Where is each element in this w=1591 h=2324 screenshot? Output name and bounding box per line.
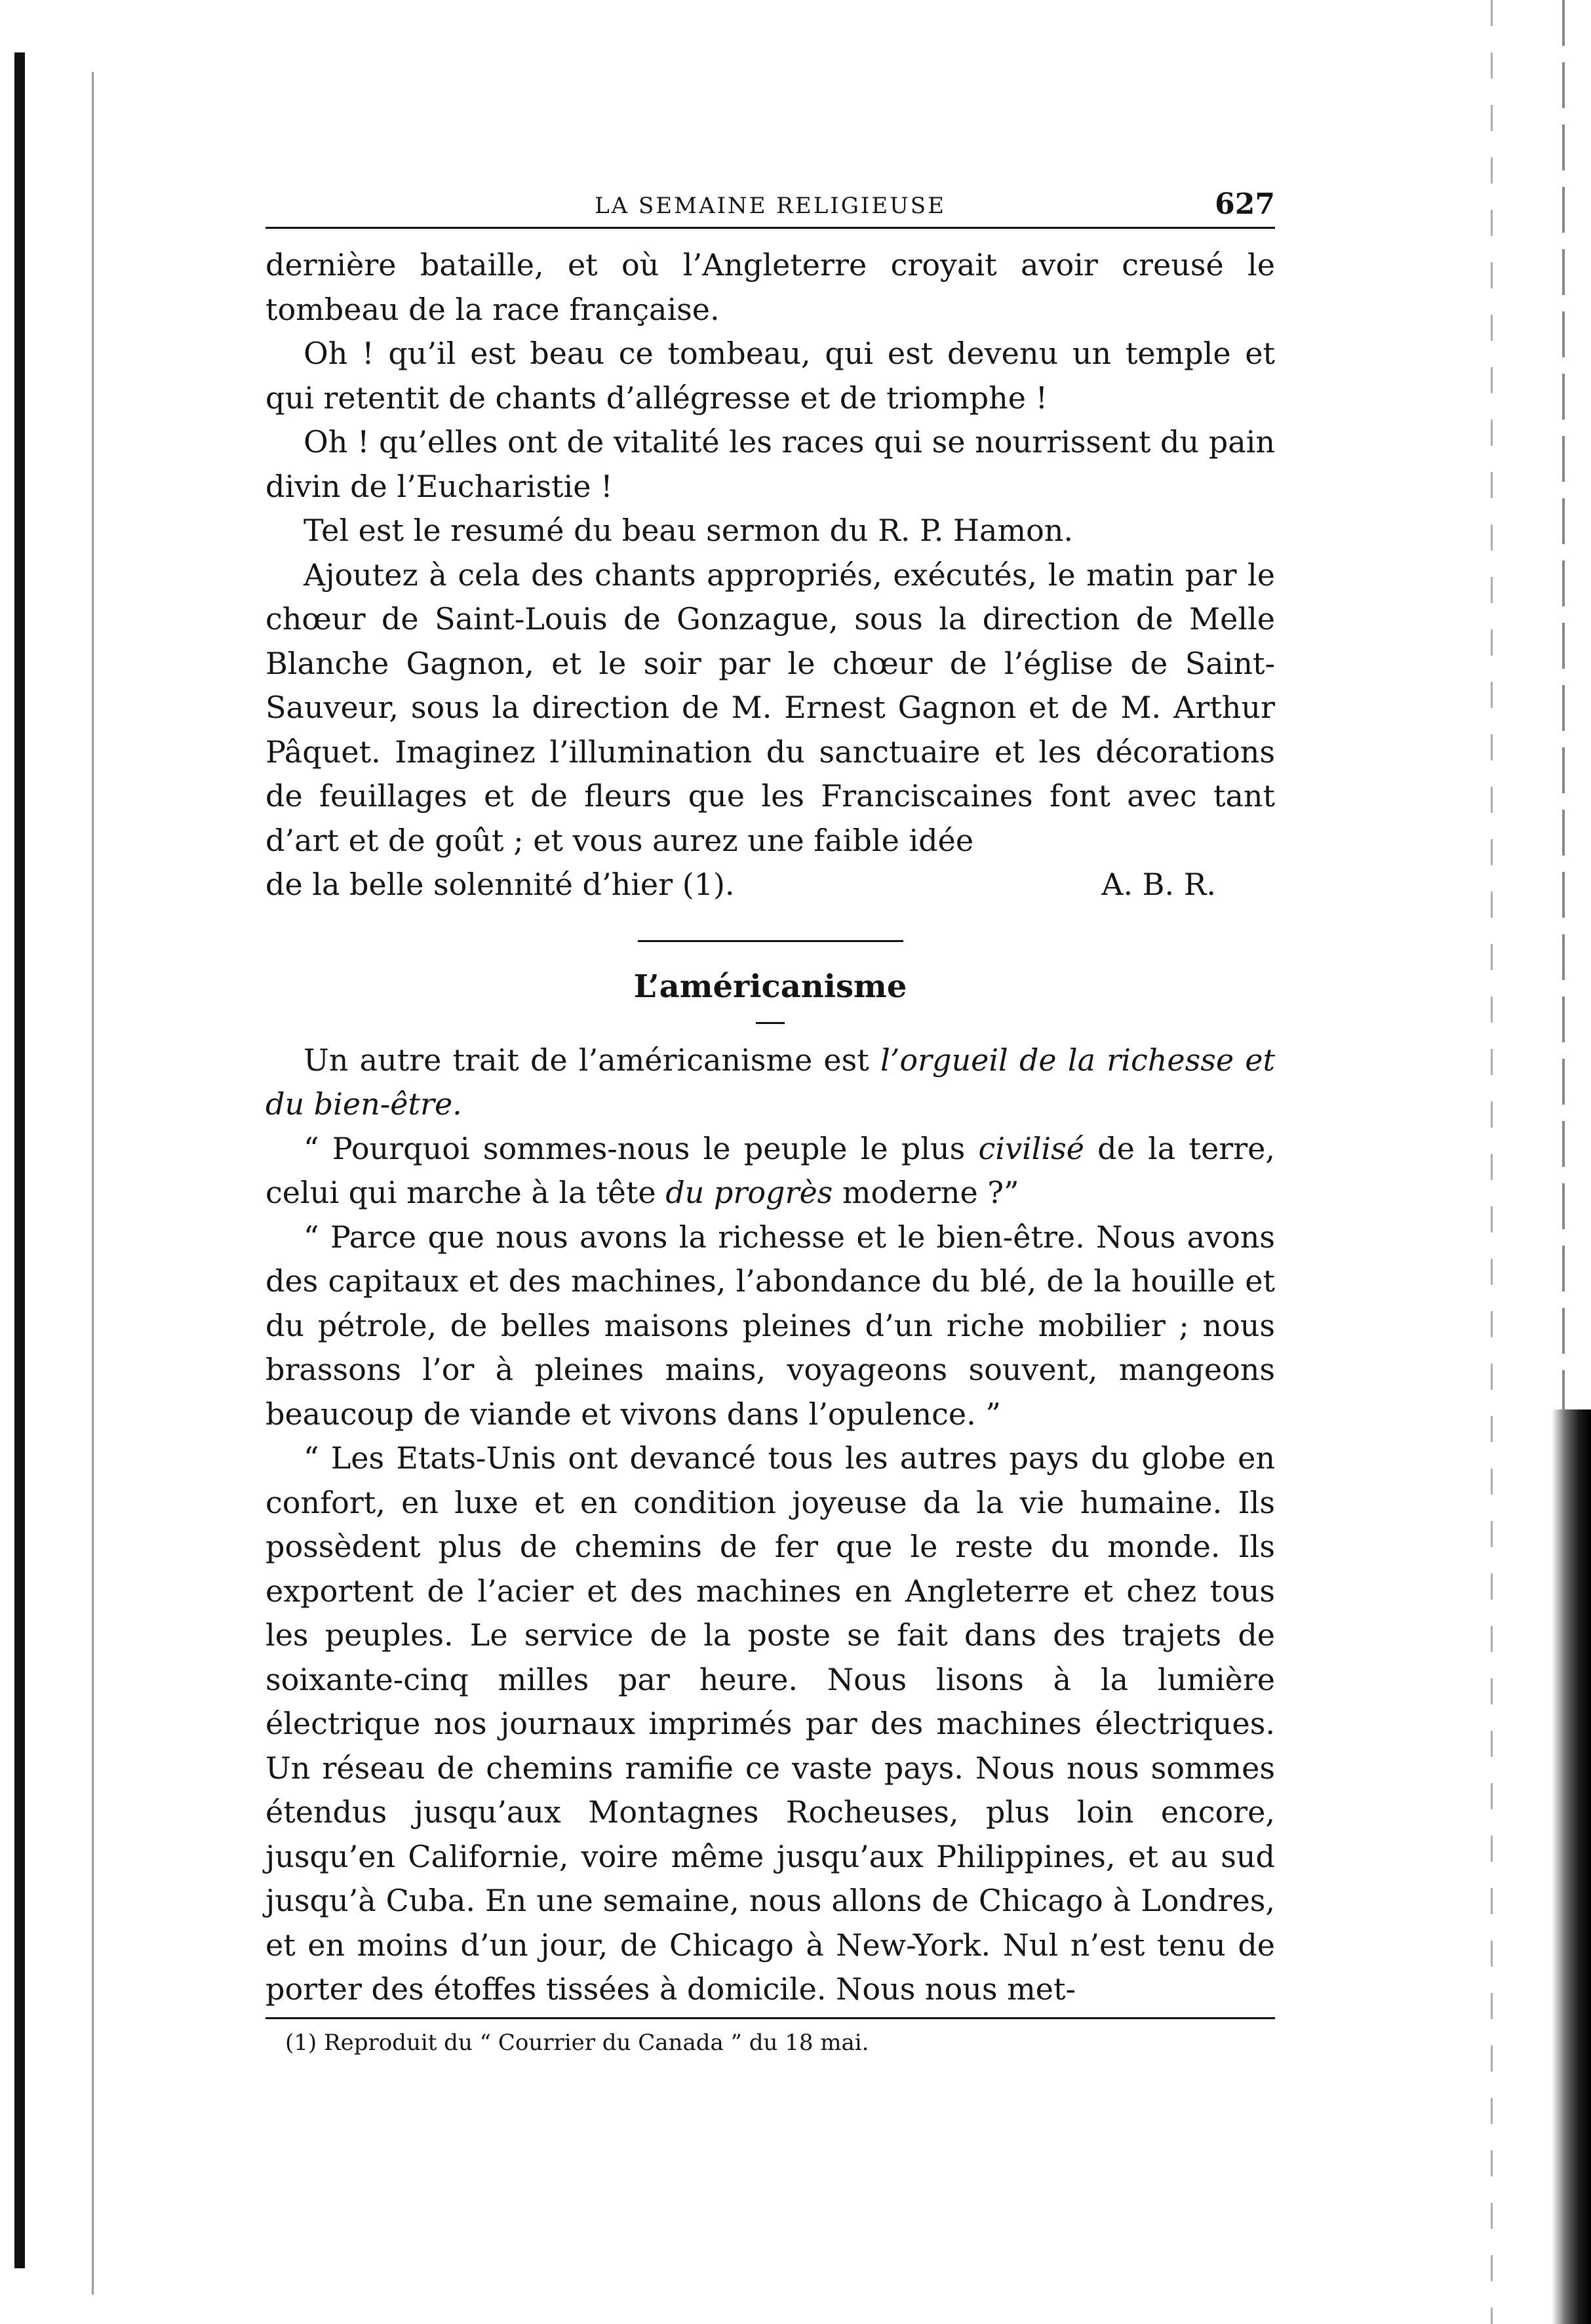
article-continuation	[265, 243, 1275, 907]
scan-binding-edge	[14, 52, 25, 2268]
page-number: 627	[1215, 187, 1275, 221]
italic-text: civilisé	[978, 1130, 1084, 1166]
closing-line	[265, 863, 1275, 907]
footnote-rule	[265, 2017, 1275, 2019]
article-title: L’américanisme	[633, 968, 907, 1005]
page	[265, 184, 1275, 2057]
scan-artifact-line	[1491, 0, 1493, 2324]
paragraph: dernière bataille, et où l’Angleterre croyait avoir creusé le tombeau de la race française.	[265, 247, 1275, 327]
text-run: moderne ?”	[833, 1175, 1019, 1210]
paragraph	[265, 1127, 1275, 1215]
italic-text: du progrès	[665, 1175, 833, 1210]
section-divider	[638, 940, 903, 942]
header-rule	[265, 227, 1275, 229]
footnote: (1) Reproduit du “ Courrier du Canada ” du 18 mai.	[285, 2029, 869, 2056]
scan-margin-line	[92, 72, 94, 2294]
text-run: Un autre trait de l’américanisme est	[304, 1042, 880, 1078]
text-run: de la terre, celui qui marche à la tête	[265, 1130, 1276, 1210]
scan-page-edge	[1552, 1409, 1591, 2324]
paragraph: Tel est le resumé du beau sermon du R. P. Hamon.	[304, 513, 1074, 548]
paragraph: “ Les Etats-Unis ont devancé tous les autres pays du globe en confort, en luxe et en condition joyeuse da la vie humaine. Ils possèdent plus de chemins de fer que le reste du monde. Ils exportent de l’acier et des machines en Angleterre et chez tous les peuples. Le service de la poste se fait dans des trajets de soixante-cinq milles par heure. Nous lisons à la lumière électrique nos journaux imprimés par des machines électriques. Un réseau de chemins ramifie ce vaste pays. Nous nous sommes étendus jusqu’aux Montagnes Rocheuses, plus loin encore, jusqu’en Californie, voire même jusqu’aux Philippines, et au sud jusqu’à Cuba. En une semaine, nous allons de Chicago à Londres, et en moins d’un jour, de Chicago à New-York. Nul n’est tenu de porter des étoffes tissées à domicile. Nous nous met-	[265, 1440, 1275, 2007]
text-run: “ Pourquoi sommes-nous le peuple le plus	[304, 1130, 979, 1166]
paragraph: Oh ! qu’il est beau ce tombeau, qui est devenu un temple et qui retentit de chants d’allégresse et de triomphe !	[265, 336, 1275, 416]
italic-text: l’orgueil de la richesse et du bien-être.	[265, 1042, 1275, 1122]
article-body	[265, 1038, 1275, 2012]
paragraph: “ Parce que nous avons la richesse et le bien-être. Nous avons des capitaux et des machines, l’abondance du blé, de la houille et du pétrole, de belles maisons pleines d’un riche mobilier ; nous brassons l’or à pleines mains, voyageons souvent, mangeons beaucoup de viande et vivons dans l’opulence. ”	[265, 1219, 1275, 1432]
author-signature: A. B. R.	[1101, 867, 1216, 902]
running-title: LA SEMAINE RELIGIEUSE	[595, 193, 946, 219]
scan-artifact-line	[1562, 0, 1565, 1409]
running-head	[265, 184, 1275, 223]
closing-text: de la belle solennité d’hier (1).	[265, 867, 735, 902]
paragraph: Oh ! qu’elles ont de vitalité les races qui se nourrissent du pain divin de l’Eucharistie !	[265, 424, 1275, 504]
title-dash	[756, 1022, 785, 1024]
paragraph: Ajoutez à cela des chants appropriés, exécutés, le matin par le chœur de Saint-Louis de Gonzague, sous la direction de Melle Blanche Gagnon, et le soir par le chœur de l’église de Saint-Sauveur, sous la direction de M. Ernest Gagnon et de M. Arthur Pâquet. Imaginez l’illumination du sanctuaire et les décorations de feuillages et de fleurs que les Franciscaines font avec tant d’art et de goût ; et vous aurez une faible idée	[265, 557, 1275, 858]
paragraph	[265, 1038, 1275, 1127]
